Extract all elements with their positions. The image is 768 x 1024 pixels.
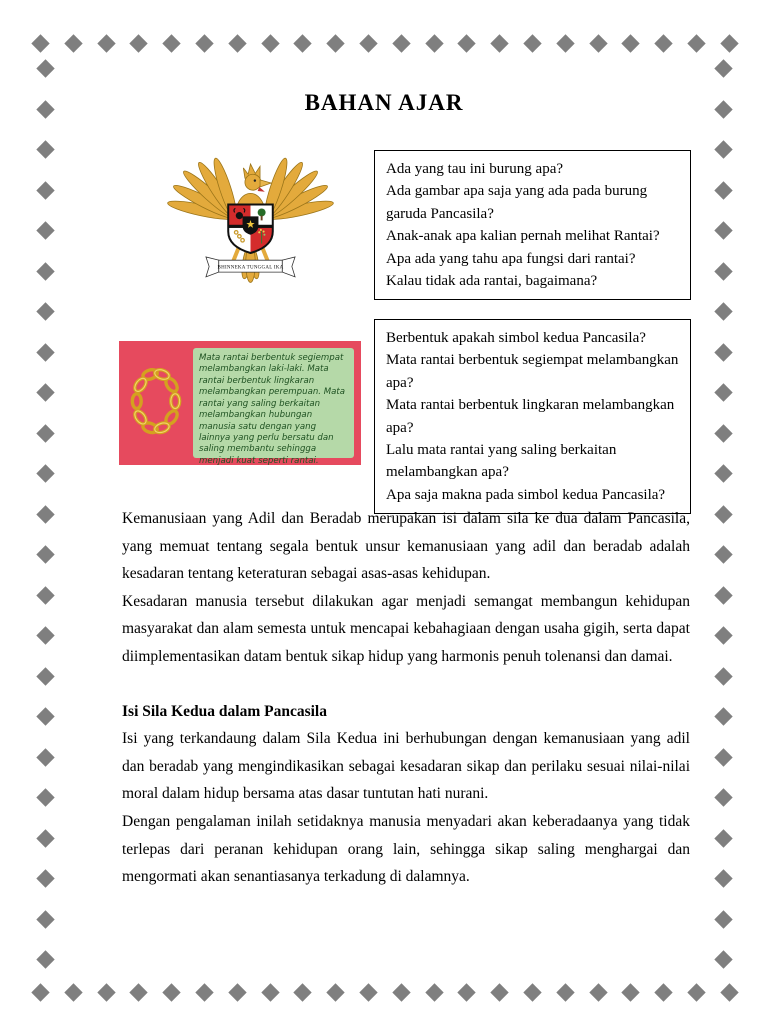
diamond-icon (359, 983, 377, 1001)
section-heading: Isi Sila Kedua dalam Pancasila (122, 702, 327, 720)
diamond-icon (36, 140, 54, 158)
diamond-icon (556, 983, 574, 1001)
diamond-icon (195, 983, 213, 1001)
diamond-icon (458, 34, 476, 52)
diamond-icon (130, 34, 148, 52)
diamond-icon (294, 34, 312, 52)
diamond-icon (490, 34, 508, 52)
garuda-pancasila-image (163, 134, 338, 306)
diamond-icon (97, 983, 115, 1001)
diamond-icon (714, 302, 732, 320)
diamond-icon (36, 59, 54, 77)
question-box-2 (374, 319, 691, 514)
diamond-border-right (713, 62, 733, 966)
diamond-icon (36, 181, 54, 199)
diamond-icon (36, 829, 54, 847)
diamond-icon (326, 983, 344, 1001)
diamond-icon (294, 983, 312, 1001)
diamond-icon (36, 221, 54, 239)
paragraph-4: Dengan pengalaman inilah setidaknya manusia menyadari akan keberadaanya yang tidak terlepas dari peranan kehidupan orang lain, sehingga sikap saling menghargai dan mengormati akan senantiasanya terkadung di dalamnya. (122, 812, 690, 886)
diamond-icon (36, 302, 54, 320)
question-line: Ada gambar apa saja yang ada pada burung garuda Pancasila? (386, 183, 648, 222)
diamond-icon (392, 983, 410, 1001)
diamond-icon (714, 424, 732, 442)
diamond-icon (36, 748, 54, 766)
diamond-icon (622, 983, 640, 1001)
diamond-icon (714, 383, 732, 401)
diamond-icon (714, 667, 732, 685)
diamond-icon (36, 505, 54, 523)
diamond-icon (714, 626, 732, 644)
diamond-icon (195, 34, 213, 52)
diamond-icon (36, 910, 54, 928)
diamond-icon (687, 34, 705, 52)
question-line: Mata rantai berbentuk segiempat melambangkan apa? (386, 352, 679, 391)
diamond-icon (162, 983, 180, 1001)
diamond-icon (714, 140, 732, 158)
diamond-icon (714, 950, 732, 968)
garuda-emblem-svg (163, 134, 338, 306)
diamond-icon (490, 983, 508, 1001)
diamond-icon (228, 983, 246, 1001)
diamond-icon (622, 34, 640, 52)
diamond-icon (714, 464, 732, 482)
diamond-icon (687, 983, 705, 1001)
paragraph-3: Isi yang terkandaung dalam Sila Kedua ini berhubungan dengan kemanusiaan yang adil dan beradab yang mengindikasikan sebagai kesadaran sikap dan perilaku sesuai nilai-nilai moral dalam hidup bersama atas dasar tuntutan hati nurani. (122, 730, 690, 803)
diamond-icon (162, 34, 180, 52)
diamond-border-bottom (34, 982, 736, 1002)
diamond-icon (36, 464, 54, 482)
diamond-icon (523, 983, 541, 1001)
diamond-icon (64, 983, 82, 1001)
diamond-icon (425, 983, 443, 1001)
diamond-border-top (34, 33, 736, 53)
diamond-icon (714, 505, 732, 523)
diamond-icon (589, 34, 607, 52)
question-box-1 (374, 150, 691, 300)
diamond-icon (523, 34, 541, 52)
diamond-icon (714, 221, 732, 239)
diamond-icon (359, 34, 377, 52)
diamond-icon (64, 34, 82, 52)
diamond-icon (458, 983, 476, 1001)
diamond-icon (654, 983, 672, 1001)
chain-figure (119, 341, 361, 465)
diamond-icon (36, 262, 54, 280)
diamond-icon (720, 34, 738, 52)
diamond-icon (326, 34, 344, 52)
question-line: Lalu mata rantai yang saling berkaitan melambangkan apa? (386, 442, 617, 481)
diamond-icon (714, 910, 732, 928)
diamond-icon (714, 829, 732, 847)
diamond-icon (31, 34, 49, 52)
gold-chain-image (119, 343, 193, 463)
diamond-icon (714, 181, 732, 199)
diamond-icon (36, 586, 54, 604)
diamond-icon (714, 343, 732, 361)
question-line: Anak-anak apa kalian pernah melihat Rantai? (386, 228, 660, 245)
diamond-icon (392, 34, 410, 52)
diamond-icon (714, 586, 732, 604)
question-line: Mata rantai berbentuk lingkaran melambangkan apa? (386, 397, 675, 436)
page-title: BAHAN AJAR (304, 90, 464, 115)
diamond-icon (720, 983, 738, 1001)
diamond-icon (36, 950, 54, 968)
garuda-shield (227, 204, 275, 253)
diamond-icon (36, 545, 54, 563)
diamond-icon (714, 869, 732, 887)
question-line: Apa ada yang tahu apa fungsi dari rantai? (386, 250, 636, 267)
question-line: Ada yang tau ini burung apa? (386, 161, 564, 177)
diamond-icon (714, 545, 732, 563)
diamond-icon (36, 707, 54, 725)
diamond-icon (261, 34, 279, 52)
body-text (122, 505, 690, 891)
diamond-icon (556, 34, 574, 52)
chain-caption: Mata rantai berbentuk segiempat melambangkan laki-laki. Mata rantai berbentuk lingkaran melambangkan perempuan. Mata rantai yang saling berkaitan melambangkan hubungan manusia satu dengan yang lainnya yang perlu bersatu dan saling membantu sehingga menjadi kuat seperti rantai. (193, 348, 354, 458)
question-line: Kalau tidak ada rantai, bagaimana? (386, 273, 598, 290)
garuda-head (243, 164, 271, 192)
paragraph-2: Kesadaran manusia tersebut dilakukan agar menjadi semangat membangun kehidupan masyarakat dan alam semesta untuk mencapai kebahagiaan dengan usaha gigih, serta dapat diimplementasikan datam bentuk sikap hidup yang harmonis penuh tolenansi dan damai. (122, 592, 690, 665)
diamond-icon (97, 34, 115, 52)
diamond-icon (36, 343, 54, 361)
diamond-icon (36, 667, 54, 685)
garuda-motto-text: BHINNEKA TUNGGAL IKA (217, 265, 284, 271)
diamond-icon (714, 707, 732, 725)
question-line: Berbentuk apakah simbol kedua Pancasila? (386, 330, 646, 346)
question-line: Apa saja makna pada simbol kedua Pancasila? (386, 486, 666, 503)
diamond-icon (261, 983, 279, 1001)
diamond-icon (36, 788, 54, 806)
diamond-icon (36, 626, 54, 644)
diamond-icon (36, 383, 54, 401)
diamond-border-left (35, 62, 55, 966)
diamond-icon (714, 788, 732, 806)
diamond-icon (130, 983, 148, 1001)
diamond-icon (714, 748, 732, 766)
diamond-icon (714, 59, 732, 77)
diamond-icon (36, 424, 54, 442)
diamond-icon (425, 34, 443, 52)
paragraph-1: Kemanusiaan yang Adil dan Beradab merupakan isi dalam sila ke dua dalam Pancasila, yang memuat tentang segala bentuk unsur kemanusiaan yang adil dan beradab adalah kesadaran tentang keteraturan sebagai asas-asas kehidupan. (122, 510, 690, 583)
diamond-icon (654, 34, 672, 52)
diamond-icon (36, 869, 54, 887)
diamond-icon (589, 983, 607, 1001)
diamond-icon (228, 34, 246, 52)
diamond-icon (714, 262, 732, 280)
diamond-icon (31, 983, 49, 1001)
